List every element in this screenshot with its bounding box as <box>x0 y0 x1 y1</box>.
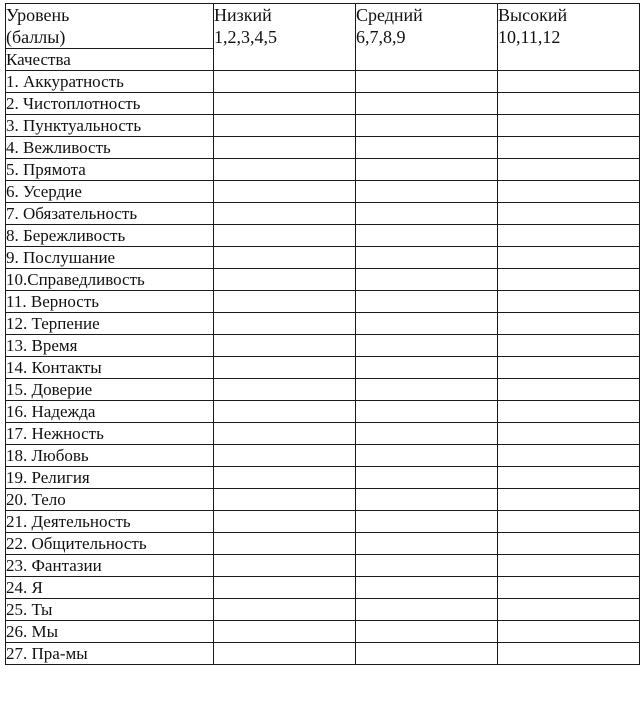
medium-level-scores: 6,7,8,9 <box>356 27 406 47</box>
score-cell-low[interactable] <box>214 577 356 599</box>
table-row <box>6 159 640 181</box>
score-cell-low[interactable] <box>214 159 356 181</box>
quality-name: 8. Бережливость <box>6 225 214 247</box>
score-cell-high[interactable] <box>498 401 640 423</box>
score-cell-low[interactable] <box>214 335 356 357</box>
quality-name: 25. Ты <box>6 599 214 621</box>
score-cell-low[interactable] <box>214 357 356 379</box>
score-cell-low[interactable] <box>214 555 356 577</box>
table-row <box>6 335 640 357</box>
high-level-header-cell <box>498 4 640 71</box>
table-row <box>6 445 640 467</box>
table-row <box>6 71 640 93</box>
score-cell-high[interactable] <box>498 445 640 467</box>
quality-name: 22. Общительность <box>6 533 214 555</box>
score-cell-low[interactable] <box>214 269 356 291</box>
quality-name: 7. Обязательность <box>6 203 214 225</box>
score-cell-medium[interactable] <box>356 533 498 555</box>
score-cell-medium[interactable] <box>356 423 498 445</box>
table-row <box>6 577 640 599</box>
score-cell-high[interactable] <box>498 71 640 93</box>
quality-name: 12. Терпение <box>6 313 214 335</box>
score-cell-high[interactable] <box>498 511 640 533</box>
score-cell-high[interactable] <box>498 93 640 115</box>
score-cell-medium[interactable] <box>356 137 498 159</box>
score-cell-high[interactable] <box>498 533 640 555</box>
score-cell-low[interactable] <box>214 401 356 423</box>
score-cell-high[interactable] <box>498 159 640 181</box>
table-row <box>6 93 640 115</box>
score-cell-high[interactable] <box>498 269 640 291</box>
score-cell-medium[interactable] <box>356 489 498 511</box>
score-cell-medium[interactable] <box>356 577 498 599</box>
score-cell-medium[interactable] <box>356 621 498 643</box>
quality-name: 24. Я <box>6 577 214 599</box>
quality-name: 10.Справедливость <box>6 269 214 291</box>
table-row <box>6 489 640 511</box>
score-cell-high[interactable] <box>498 423 640 445</box>
score-cell-low[interactable] <box>214 181 356 203</box>
qualities-level-table <box>5 3 640 665</box>
table-row <box>6 203 640 225</box>
score-cell-medium[interactable] <box>356 357 498 379</box>
score-cell-medium[interactable] <box>356 269 498 291</box>
quality-name: 5. Прямота <box>6 159 214 181</box>
score-cell-medium[interactable] <box>356 71 498 93</box>
score-cell-low[interactable] <box>214 313 356 335</box>
quality-name: 20. Тело <box>6 489 214 511</box>
table-row <box>6 555 640 577</box>
quality-name: 15. Доверие <box>6 379 214 401</box>
score-cell-low[interactable] <box>214 445 356 467</box>
table-row <box>6 379 640 401</box>
score-cell-low[interactable] <box>214 203 356 225</box>
score-cell-medium[interactable] <box>356 159 498 181</box>
quality-name: 23. Фантазии <box>6 555 214 577</box>
high-level-name: Высокий <box>498 5 568 25</box>
score-cell-medium[interactable] <box>356 247 498 269</box>
table-row <box>6 269 640 291</box>
score-cell-medium[interactable] <box>356 445 498 467</box>
qualities-label: Качества <box>6 49 214 71</box>
quality-name: 19. Религия <box>6 467 214 489</box>
level-header-cell <box>6 4 214 49</box>
score-cell-high[interactable] <box>498 357 640 379</box>
quality-name: 11. Верность <box>6 291 214 313</box>
score-cell-high[interactable] <box>498 621 640 643</box>
score-cell-medium[interactable] <box>356 599 498 621</box>
score-cell-high[interactable] <box>498 225 640 247</box>
quality-name: 18. Любовь <box>6 445 214 467</box>
level-title: Уровень <box>6 5 70 25</box>
score-cell-high[interactable] <box>498 335 640 357</box>
low-level-scores: 1,2,3,4,5 <box>214 27 277 47</box>
score-cell-high[interactable] <box>498 555 640 577</box>
quality-name: 1. Аккуратность <box>6 71 214 93</box>
score-cell-high[interactable] <box>498 577 640 599</box>
medium-level-header-cell <box>356 4 498 71</box>
score-cell-low[interactable] <box>214 467 356 489</box>
score-cell-low[interactable] <box>214 643 356 665</box>
score-cell-high[interactable] <box>498 599 640 621</box>
score-cell-medium[interactable] <box>356 555 498 577</box>
quality-name: 13. Время <box>6 335 214 357</box>
score-cell-medium[interactable] <box>356 401 498 423</box>
score-cell-low[interactable] <box>214 379 356 401</box>
score-cell-medium[interactable] <box>356 313 498 335</box>
score-cell-medium[interactable] <box>356 335 498 357</box>
score-cell-medium[interactable] <box>356 115 498 137</box>
score-cell-high[interactable] <box>498 181 640 203</box>
quality-name: 17. Нежность <box>6 423 214 445</box>
score-cell-low[interactable] <box>214 115 356 137</box>
score-cell-low[interactable] <box>214 489 356 511</box>
table-row <box>6 115 640 137</box>
quality-name: 26. Мы <box>6 621 214 643</box>
table-row <box>6 621 640 643</box>
score-cell-high[interactable] <box>498 247 640 269</box>
score-cell-high[interactable] <box>498 203 640 225</box>
table-row <box>6 533 640 555</box>
quality-name: 9. Послушание <box>6 247 214 269</box>
score-cell-high[interactable] <box>498 137 640 159</box>
score-cell-low[interactable] <box>214 621 356 643</box>
score-cell-low[interactable] <box>214 247 356 269</box>
quality-name: 27. Пра-мы <box>6 643 214 665</box>
table-row <box>6 401 640 423</box>
quality-name: 16. Надежда <box>6 401 214 423</box>
low-level-header-cell <box>214 4 356 71</box>
score-cell-high[interactable] <box>498 489 640 511</box>
score-cell-medium[interactable] <box>356 467 498 489</box>
score-cell-low[interactable] <box>214 533 356 555</box>
quality-name: 3. Пунктуальность <box>6 115 214 137</box>
score-cell-medium[interactable] <box>356 379 498 401</box>
score-cell-high[interactable] <box>498 379 640 401</box>
quality-name: 4. Вежливость <box>6 137 214 159</box>
table-row <box>6 467 640 489</box>
quality-name: 14. Контакты <box>6 357 214 379</box>
table-row <box>6 599 640 621</box>
table-row <box>6 643 640 665</box>
score-cell-high[interactable] <box>498 467 640 489</box>
table-row <box>6 247 640 269</box>
table-row <box>6 137 640 159</box>
level-subtitle: (баллы) <box>6 27 66 47</box>
low-level-name: Низкий <box>214 5 272 25</box>
score-cell-high[interactable] <box>498 643 640 665</box>
score-cell-low[interactable] <box>214 137 356 159</box>
score-cell-low[interactable] <box>214 511 356 533</box>
table-row <box>6 181 640 203</box>
score-cell-low[interactable] <box>214 93 356 115</box>
quality-name: 2. Чистоплотность <box>6 93 214 115</box>
score-cell-low[interactable] <box>214 71 356 93</box>
table-row <box>6 225 640 247</box>
table-row <box>6 423 640 445</box>
score-cell-high[interactable] <box>498 115 640 137</box>
table-row <box>6 511 640 533</box>
high-level-scores: 10,11,12 <box>498 27 561 47</box>
score-cell-medium[interactable] <box>356 181 498 203</box>
score-cell-medium[interactable] <box>356 225 498 247</box>
table-row <box>6 291 640 313</box>
score-cell-low[interactable] <box>214 225 356 247</box>
score-cell-low[interactable] <box>214 423 356 445</box>
score-cell-medium[interactable] <box>356 203 498 225</box>
score-cell-low[interactable] <box>214 599 356 621</box>
score-cell-high[interactable] <box>498 291 640 313</box>
medium-level-name: Средний <box>356 5 423 25</box>
score-cell-high[interactable] <box>498 313 640 335</box>
table-row <box>6 357 640 379</box>
score-cell-medium[interactable] <box>356 511 498 533</box>
score-cell-low[interactable] <box>214 291 356 313</box>
quality-name: 6. Усердие <box>6 181 214 203</box>
score-cell-medium[interactable] <box>356 291 498 313</box>
score-cell-medium[interactable] <box>356 643 498 665</box>
score-cell-medium[interactable] <box>356 93 498 115</box>
quality-name: 21. Деятельность <box>6 511 214 533</box>
table-row <box>6 313 640 335</box>
table-header-row <box>6 4 640 49</box>
